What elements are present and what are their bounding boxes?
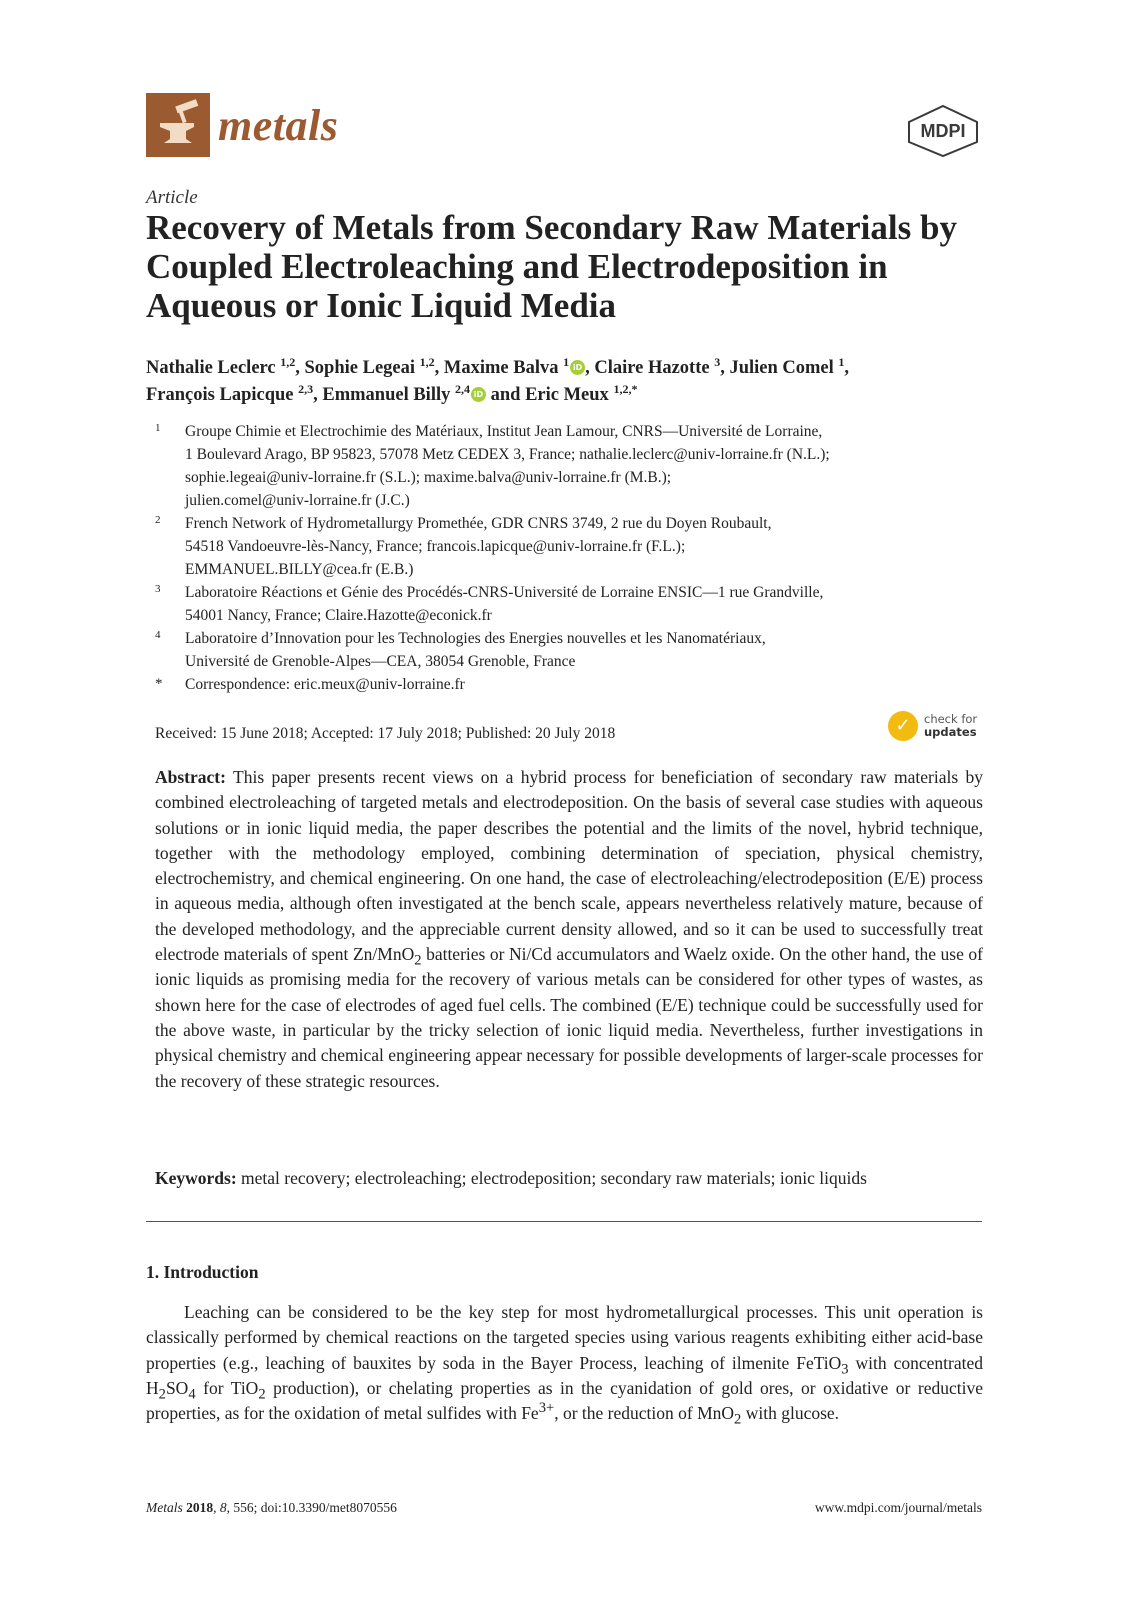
body-text: Leaching can be considered to be the key step for most hydrometallurgical processes. This unit operation is classically performed by chemical reactions on the targeted species using various reagents exhibiting either acid-base properties (e.g., leaching of bauxites by soda in the Bayer Process, leaching of ilmenite FeTiO: [146, 1302, 983, 1373]
body-text: production), or chelating properties as in the cyanidation of gold ores, or oxidative or reductive properties, as for the oxidation of metal sulfides with Fe: [146, 1377, 983, 1424]
footer-doi: , 556; doi:10.3390/met8070556: [226, 1500, 397, 1515]
subscript: 2: [158, 1386, 166, 1403]
check-updates-line2: updates: [924, 725, 977, 739]
anvil-icon: [146, 93, 210, 157]
citation-footer: Metals 2018, 8, 556; doi:10.3390/met8070556: [146, 1500, 397, 1515]
affiliation-item: [155, 420, 1000, 512]
affiliation-line: Groupe Chimie et Electrochimie des Matériaux, Institut Jean Lamour, CNRS—Université de Lorraine,: [185, 423, 823, 440]
subscript: 3: [841, 1361, 849, 1378]
author-name: Emmanuel Billy: [322, 385, 451, 405]
keywords: [155, 1168, 983, 1189]
author-name: Maxime Balva: [443, 358, 559, 378]
subscript: 2: [258, 1386, 266, 1403]
author-name: Nathalie Leclerc: [146, 358, 276, 378]
body-text: with glucose.: [741, 1403, 840, 1424]
section-heading: 1. Introduction: [146, 1262, 259, 1282]
correspondence-line: Correspondence: eric.meux@univ-lorraine.fr: [185, 676, 465, 693]
affiliation-number: 3: [155, 583, 161, 595]
journal-name: metals: [218, 100, 339, 150]
abstract-text: batteries or Ni/Cd accumulators and Waelz oxide. On the other hand, the use of ionic liquids as promising media for the recovery of various metals can be considered for other types of wastes, as shown here for the case of electrodes of aged fuel cells. The combined (E/E) technique could be successfully used for the above waste, in particular by the tricky selection of ionic liquid media. Nevertheless, further investigations in physical chemistry and chemical engineering appear necessary for possible developments of larger-scale processes for the recovery of these strategic resources.: [155, 944, 983, 1091]
affiliation-line: julien.comel@univ-lorraine.fr (J.C.): [185, 492, 410, 509]
author-affil: 1,2: [419, 354, 435, 369]
author-affil: 2,4: [454, 381, 470, 396]
section-divider: [146, 1221, 982, 1222]
affiliation-line: Laboratoire d’Innovation pour les Technologies des Energies nouvelles et les Nanomatériaux,: [185, 630, 766, 647]
affiliation-line: sophie.legeai@univ-lorraine.fr (S.L.); maxime.balva@univ-lorraine.fr (M.B.);: [185, 469, 672, 486]
author-name: Eric Meux: [525, 385, 609, 405]
affiliation-list: [155, 420, 1000, 696]
affiliation-item: [155, 627, 1000, 673]
check-updates-line1: check for: [924, 712, 978, 726]
checkmark-icon: ✓: [888, 711, 918, 741]
affiliation-line: 1 Boulevard Arago, BP 95823, 57078 Metz CEDEX 3, France; nathalie.leclerc@univ-lorraine.fr (N.L.);: [185, 446, 830, 463]
subscript: 4: [188, 1386, 196, 1403]
author-name: François Lapicque: [146, 385, 294, 405]
affiliation-line: EMMANUEL.BILLY@cea.fr (E.B.): [185, 561, 414, 578]
author-list: Nathalie Leclerc $^{1,2}$, Sophie Legeai $^{1,2}$, Maxime Balva $^1$ iD , Claire Hazotte $^3$, Julien Comel $^1$, François Lapicque $^{2,3}$, Emmanuel Billy $^{2,4}$ iD and Eric Meux $^{1,2,*}$: [146, 354, 850, 405]
affiliation-number: 1: [155, 422, 161, 434]
correspondence-item: [155, 673, 1000, 696]
orcid-icon[interactable]: iD: [471, 387, 486, 402]
body-text: with concentrated H: [146, 1352, 983, 1398]
author-affil: 3: [714, 354, 721, 369]
check-for-updates-badge[interactable]: [888, 711, 977, 741]
author-name: Claire Hazotte: [594, 358, 710, 378]
journal-logo: [146, 93, 338, 157]
article-type: Article: [146, 187, 198, 208]
affiliation-number: 4: [155, 629, 161, 641]
footer-journal: Metals: [146, 1500, 183, 1515]
keywords-label: Keywords:: [155, 1168, 237, 1188]
author-name: Julien Comel: [729, 358, 834, 378]
abstract: [155, 765, 983, 1094]
paper-title: Recovery of Metals from Secondary Raw Materials by Coupled Electroleaching and Electrodeposition in Aqueous or Ionic Liquid Media: [146, 208, 957, 325]
affiliation-line: 54001 Nancy, France; Claire.Hazotte@econick.fr: [185, 607, 492, 624]
author-affil: 1,2: [280, 354, 296, 369]
abstract-label: Abstract:: [155, 767, 226, 787]
affiliation-item: [155, 581, 1000, 627]
affiliation-item: [155, 512, 1000, 581]
mdpi-logo: [903, 104, 983, 158]
footer-volume: 8: [219, 1500, 227, 1515]
affiliation-line: Université de Grenoble-Alpes—CEA, 38054 Grenoble, France: [185, 653, 576, 670]
intro-paragraph: [146, 1300, 983, 1426]
publisher-name: MDPI: [920, 121, 966, 141]
author-name: Sophie Legeai: [304, 358, 416, 378]
body-text: for TiO: [195, 1377, 259, 1398]
orcid-icon[interactable]: iD: [570, 360, 585, 375]
affiliation-number: 2: [155, 514, 161, 526]
footer-year: 2018: [186, 1500, 214, 1515]
superscript: 3+: [538, 1400, 555, 1417]
author-affil: 1,2,*: [613, 381, 638, 396]
abstract-subscript: 2: [414, 952, 422, 969]
keywords-text: metal recovery; electroleaching; electrodeposition; secondary raw materials; ionic liquids: [241, 1168, 867, 1188]
affiliation-line: 54518 Vandoeuvre-lès-Nancy, France; francois.lapicque@univ-lorraine.fr (F.L.);: [185, 538, 686, 555]
body-text: , or the reduction of MnO: [554, 1403, 735, 1424]
affiliation-number: *: [155, 676, 163, 692]
author-affil: 1: [838, 354, 845, 369]
body-text: SO: [165, 1377, 189, 1398]
abstract-text: This paper presents recent views on a hybrid process for beneficiation of secondary raw materials by combined electroleaching of targeted metals and electrodeposition. On the basis of several case studies with aqueous solutions or in ionic liquid media, the paper describes the potential and the limits of the novel, hybrid technique, together with the methodology employed, combining determination of speciation, physical chemistry, electrochemistry, and chemical engineering. On one hand, the case of electroleaching/electrodeposition (E/E) process in aqueous media, although often investigated at the bench scale, appears nevertheless relatively mature, because of the developed methodology, and the appreciable current density allowed, and so it can be used to successfully treat electrode materials of spent Zn/MnO: [155, 767, 984, 965]
author-affil: 1: [563, 354, 570, 369]
journal-url[interactable]: www.mdpi.com/journal/metals: [814, 1500, 982, 1515]
affiliation-line: Laboratoire Réactions et Génie des Procédés-CNRS-Université de Lorraine ENSIC—1 rue Grandville,: [185, 584, 824, 601]
author-affil: 2,3: [298, 381, 314, 396]
affiliation-line: French Network of Hydrometallurgy Promethée, GDR CNRS 3749, 2 rue du Doyen Roubault,: [185, 515, 772, 532]
author-conjunction: and: [490, 385, 521, 405]
subscript: 2: [734, 1411, 742, 1428]
publication-dates: Received: 15 June 2018; Accepted: 17 July 2018; Published: 20 July 2018: [155, 725, 616, 742]
